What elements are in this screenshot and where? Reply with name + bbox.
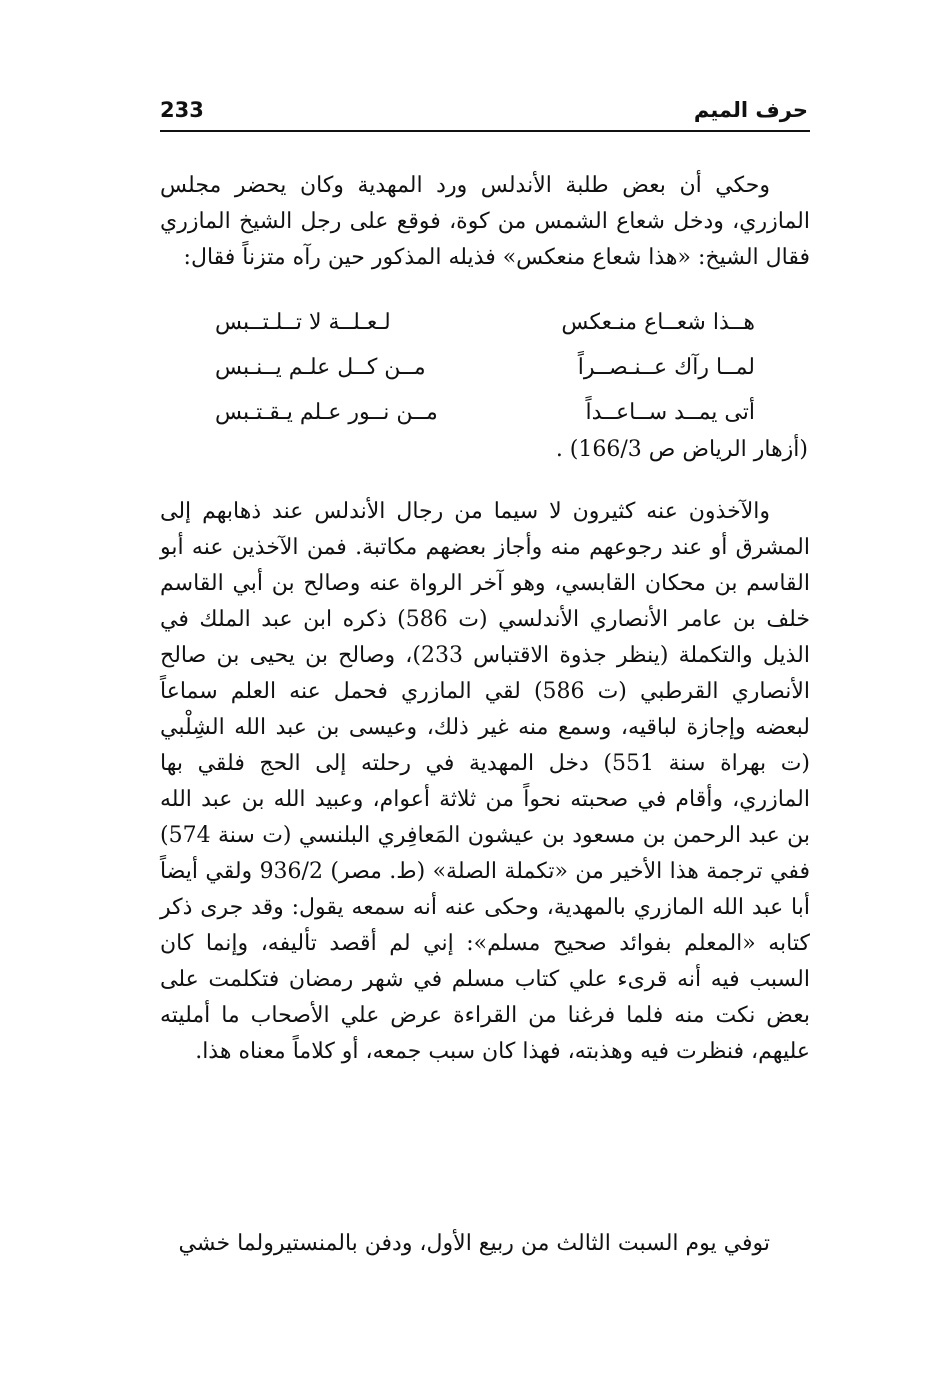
page-number: 233 <box>160 98 204 122</box>
verse-second-hemistich: مــن نــور عـلم يـقـتـبس <box>215 400 438 425</box>
header-rule <box>160 130 810 132</box>
paragraph-death: توفي يوم السبت الثالث من ربيع الأول، ودفن بالمنستيرولما خشي <box>178 1231 770 1256</box>
chapter-title: حرف الميم <box>693 98 808 122</box>
poem-verse <box>215 300 755 345</box>
verse-first-hemistich: هــذا شعــاع منـعكس <box>561 310 755 335</box>
poem <box>215 300 755 435</box>
page-header <box>160 98 808 132</box>
poem-verse <box>215 390 755 435</box>
citation: (أزهار الرياض ص 166/3) . <box>555 437 808 462</box>
paragraph-text: وحكي أن بعض طلبة الأندلس ورد المهدية وكان يحضر مجلس المازري، ودخل شعاع الشمس من كوة، فوقع على رجل الشيخ المازري فقال الشيخ: «هذا شعاع منعكس» فذيله المذكور حين رآه متزناً فقال: <box>160 173 810 270</box>
paragraph-anecdote <box>160 168 810 276</box>
verse-second-hemistich: مــن كــل علـم يــنـبس <box>215 355 426 380</box>
verse-first-hemistich: أتى يمــد ســاعــداً <box>585 400 755 425</box>
verse-second-hemistich: لـعـلــة لا تــلـتــبس <box>215 310 391 335</box>
poem-verse <box>215 345 755 390</box>
verse-first-hemistich: لمــا رآك عــنـصــراً <box>577 355 755 380</box>
paragraph-students <box>160 494 810 1070</box>
paragraph-text: والآخذون عنه كثيرون لا سيما من رجال الأندلس عند ذهابهم إلى المشرق أو عند رجوعهم منه وأجاز بعضهم مكاتبة. فمن الآخذين عنه أبو القاسم بن محكان القابسي، وهو آخر الرواة عنه وصالح بن أبي القاسم خلف بن عامر الأنصاري الأندلسي (ت 586) ذكره ابن عبد الملك في الذيل والتكملة (ينظر جذوة الاقتباس 233)، وصالح بن يحيى بن صالح الأنصاري القرطبي (ت 586) لقي المازري فحمل عنه العلم سماعاً لبعضه وإجازة لباقيه، وسمع منه غير ذلك، وعيسى بن عبد الله الشِلْبي (ت بهراة سنة 551) دخل المهدية في رحلته إلى الحج فلقي بها المازري، وأقام في صحبته نحواً من ثلاثة أعوام، وعبيد الله بن عبد الله بن عبد الرحمن بن مسعود بن عيشون المَعافِري البلنسي (ت سنة 574) ففي ترجمة هذا الأخير من «تكملة الصلة» (ط. مصر) 936/2 ولقي أيضاً أبا عبد الله المازري بالمهدية، وحكى عنه أنه سمعه يقول: وقد جرى ذكر كتابه «المعلم بفوائد صحيح مسلم»: إني لم أقصد تأليفه، وإنما كان السبب فيه أنه قرىء علي كتاب مسلم في شهر رمضان فتكلمت على بعض نكت منه فلما فرغنا من القراءة عرض علي الأصحاب ما أمليته عليهم، فنظرت فيه وهذبته، فهذا كان سبب جمعه، أو كلاماً معناه هذا. <box>160 499 811 1064</box>
